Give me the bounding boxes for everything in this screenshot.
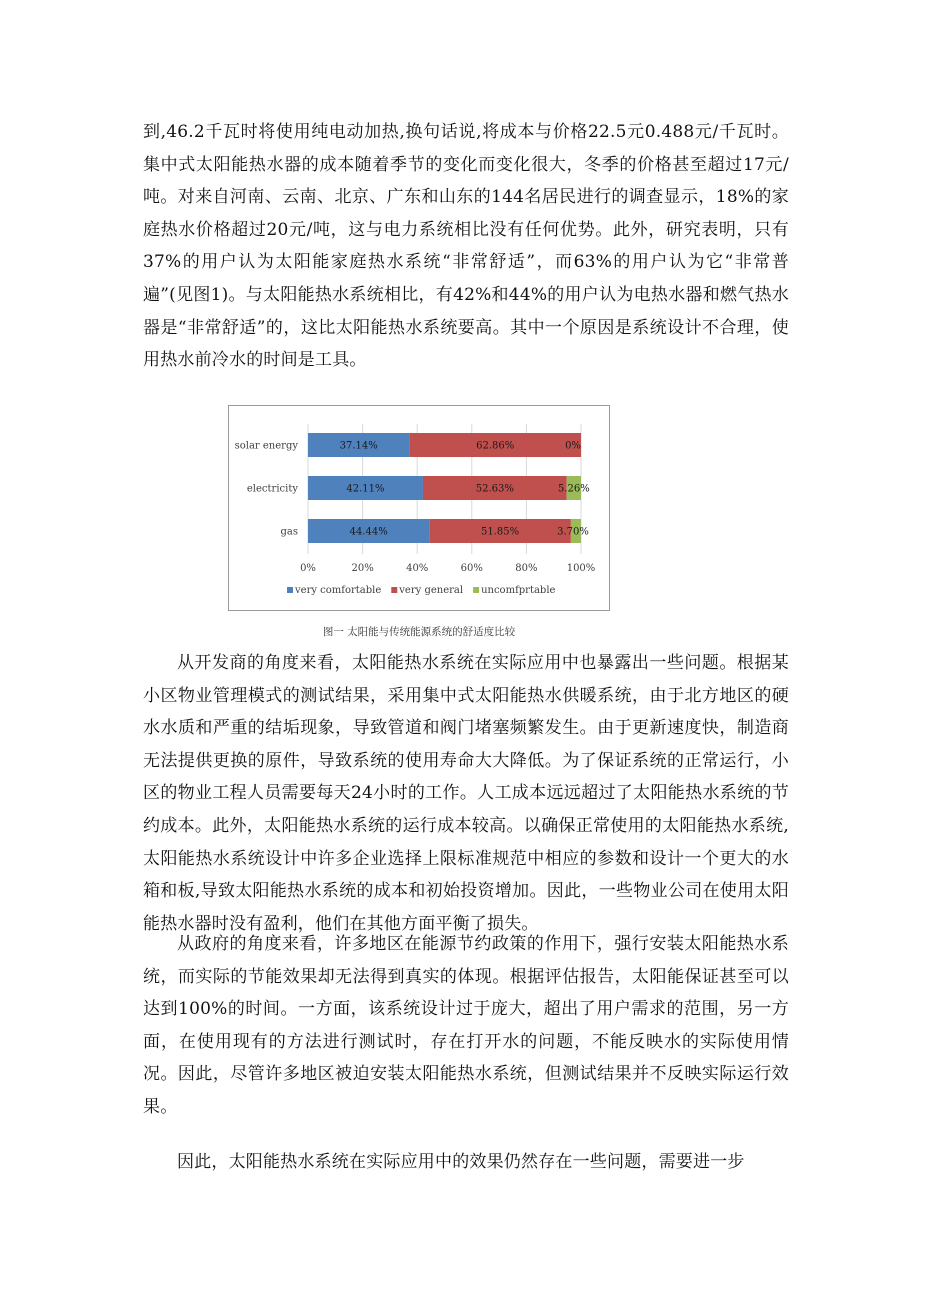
category-label-0: solar energy [234,440,298,452]
data-label-2-2: 3.70% [557,526,589,538]
legend-swatch-1 [391,587,397,593]
legend-swatch-2 [473,587,479,593]
legend-label-0: very comfortable [295,585,382,596]
category-label-2: gas [280,526,298,538]
legend-label-2: uncomfprtable [481,585,556,596]
data-label-1-1: 52.63% [475,483,514,495]
x-tick-label-2: 40% [406,563,429,574]
paragraph-2: 从开发商的角度来看，太阳能热水系统在实际应用中也暴露出一些问题。根据某小区物业管理模式的测试结果，采用集中式太阳能热水供暖系统，由于北方地区的硬水水质和严重的结垢现象，导致管道和阀门堵塞频繁发生。由于更新速度快，制造商无法提供更换的原件，导致系统的使用寿命大大降低。为了保证系统的正常运行，小区的物业工程人员需要每天24小时的工作。人工成本远远超过了太阳能热水系统的节约成本。此外，太阳能热水系统的运行成本较高。以确保正常使用的太阳能热水系统,太阳能热水系统设计中许多企业选择上限标准规范中相应的参数和设计一个更大的水箱和板,导致太阳能热水系统的成本和初始投资增加。因此，一些物业公司在使用太阳能热水器时没有盈利，他们在其他方面平衡了损失。 [143,653,789,934]
x-tick-label-4: 80% [515,563,538,574]
paragraph-3: 从政府的角度来看，许多地区在能源节约政策的作用下，强行安装太阳能热水系统，而实际的节能效果却无法得到真实的体现。根据评估报告，太阳能保证甚至可以达到100%的时间。一方面，该系统设计过于庞大，超出了用户需求的范围，另一方面，在使用现有的方法进行测试时，存在打开水的问题，不能反映水的实际使用情况。因此，尽管许多地区被迫安装太阳能热水系统，但测试结果并不反映实际运行效果。 [143,934,789,1117]
legend-swatch-0 [287,587,293,593]
data-label-1-2: 51.85% [481,526,520,538]
x-tick-label-3: 60% [460,563,483,574]
figure-caption: 图一 太阳能与传统能源系统的舒适度比较 [322,626,516,638]
x-tick-label-1: 20% [351,563,374,574]
data-label-0-1: 42.11% [346,483,385,495]
paragraph-1: 到,46.2千瓦时将使用纯电动加热,换句话说,将成本与价格22.5元0.488元/千瓦时。集中式太阳能热水器的成本随着季节的变化而变化很大，冬季的价格甚至超过17元/吨。对来自河南、云南、北京、广东和山东的144名居民进行的调查显示，18%的家庭热水价格超过20元/吨，这与电力系统相比没有任何优势。此外，研究表明，只有37%的用户认为太阳能家庭热水系统“非常舒适”，而63%的用户认为它“非常普遍”(见图1)。与太阳能热水系统相比，有42%和44%的用户认为电热水器和燃气热水器是“非常舒适”的，这比太阳能热水系统要高。其中一个原因是系统设计不合理，使用热水前冷水的时间是工具。 [143,122,789,371]
data-label-2-0: 0% [565,440,581,452]
comfort-chart [228,405,610,611]
paragraph-4: 因此，太阳能热水系统在实际应用中的效果仍然存在一些问题，需要进一步 [177,1152,745,1172]
data-label-1-0: 62.86% [476,440,515,452]
category-label-1: electricity [246,483,298,495]
x-tick-label-0: 0% [300,563,316,574]
data-label-0-2: 44.44% [349,526,388,538]
x-tick-label-5: 100% [566,563,596,574]
comfort-chart-svg [229,406,611,612]
data-label-2-1: 5.26% [557,483,590,495]
legend-label-1: very general [399,585,464,596]
data-label-0-0: 37.14% [339,440,378,452]
